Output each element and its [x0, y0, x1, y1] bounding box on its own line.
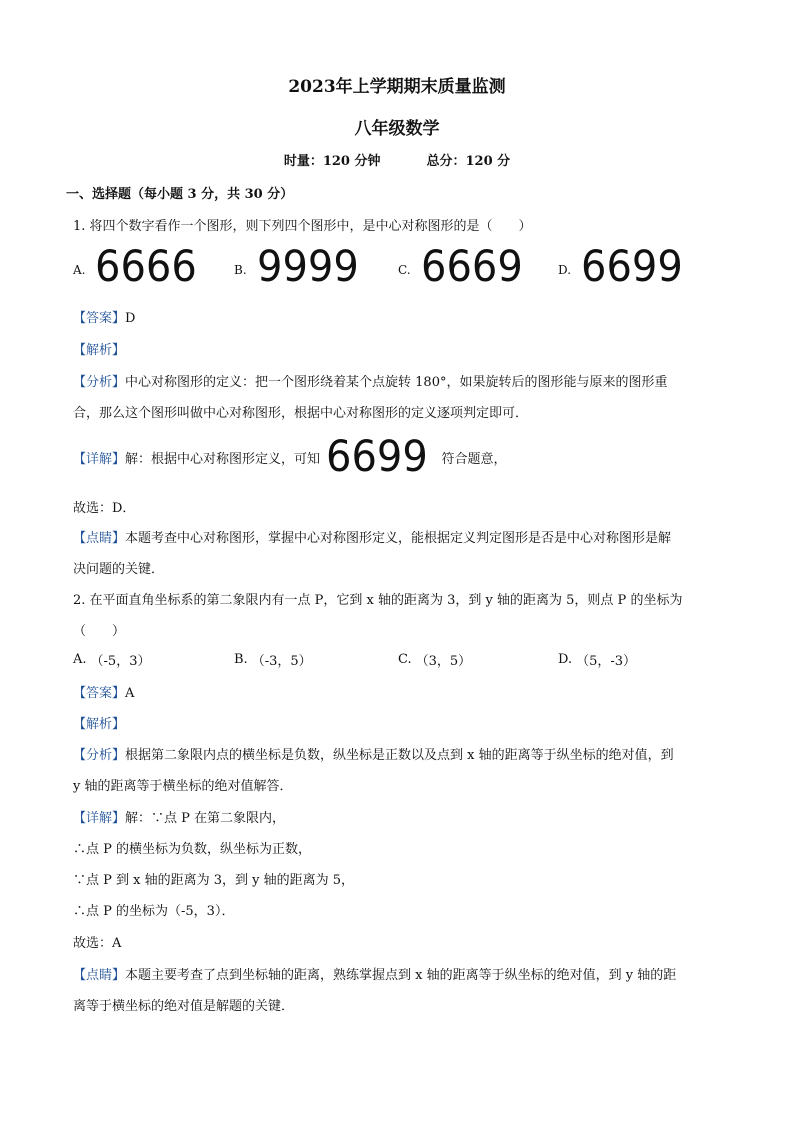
option-label: D.	[558, 652, 573, 667]
option-label: A.	[73, 652, 87, 667]
q1-option-b	[234, 242, 366, 292]
q1-dianjing-line2: 决问题的关键．	[73, 562, 165, 577]
answer-value: A	[125, 686, 135, 701]
fenxi-tag: 【分析】	[73, 748, 126, 763]
exam-meta	[0, 150, 794, 169]
answer-tag: 【答案】	[73, 686, 126, 701]
q1-option-c	[398, 242, 530, 292]
option-value: （-3，5）	[251, 654, 312, 669]
dianjing-text: 本题主要考查了点到坐标轴的距离，熟练掌握点到 x 轴的距离等于纵坐标的绝对值，到 y 轴的距	[125, 968, 677, 983]
answer-tag: 【答案】	[73, 311, 126, 326]
option-label: C.	[398, 652, 412, 667]
q2-xiangjie-line1	[73, 807, 285, 826]
exam-subtitle: 八年级数学	[354, 119, 440, 139]
q2-fenxi-line1	[73, 744, 674, 763]
q1-dianjing-line1	[73, 527, 671, 546]
q2-dianjing-line2: 离等于横坐标的绝对值是解题的关键．	[73, 999, 295, 1014]
xiangjie-tag: 【详解】	[73, 811, 126, 826]
option-value: （5，-3）	[576, 654, 637, 669]
fenxi-text: 根据第二象限内点的横坐标是负数，纵坐标是正数以及点到 x 轴的距离等于纵坐标的绝对值，到	[125, 748, 674, 763]
option-label: C.	[398, 262, 411, 277]
exam-score: 总分：120 分	[426, 154, 511, 169]
xiangjie-text: 解：∵点 P 在第二象限内，	[125, 811, 286, 826]
q1-option-a	[73, 242, 205, 292]
q1-guxuan: 故选：D．	[73, 501, 136, 516]
exam-title: 2023年上学期期末质量监测	[288, 77, 506, 97]
dianjing-tag: 【点睛】	[73, 968, 126, 983]
q1-analysis-tag: 【解析】	[73, 343, 126, 358]
q2-xiangjie-line3: ∵点 P 到 x 轴的距离为 3，到 y 轴的距离为 5，	[73, 873, 355, 888]
q2-stem-line2: （ ）	[73, 624, 126, 639]
option-label: D.	[558, 262, 572, 277]
q1-fenxi-line1	[73, 371, 667, 390]
xiangjie-pre: 解：根据中心对称图形定义，可知	[125, 452, 321, 467]
option-label: B.	[234, 652, 248, 667]
dianjing-tag: 【点睛】	[73, 531, 126, 546]
dianjing-text: 本题考查中心对称图形，掌握中心对称图形定义，能根据定义判定图形是否是中心对称图形是解	[125, 531, 672, 546]
q2-xiangjie-line2: ∴点 P 的横坐标为负数，纵坐标为正数，	[73, 842, 312, 857]
q1-xiangjie	[73, 432, 507, 482]
option-label: A.	[73, 262, 86, 277]
fenxi-tag: 【分析】	[73, 375, 126, 390]
exam-time: 时量：120 分钟	[283, 154, 381, 169]
q2-option-c	[398, 650, 471, 669]
q1-fenxi-line2: 合，那么这个图形叫做中心对称图形，根据中心对称图形的定义逐项判定即可．	[73, 406, 529, 421]
option-label: B.	[234, 262, 247, 277]
q1-options	[0, 242, 794, 296]
option-figure: 6669	[420, 242, 523, 292]
q2-fenxi-line2: y 轴的距离等于横坐标的绝对值解答．	[73, 779, 293, 794]
xiangjie-figure: 6699	[326, 432, 428, 482]
q2-guxuan: 故选：A	[73, 936, 122, 951]
option-figure: 6666	[95, 242, 198, 292]
xiangjie-tag: 【详解】	[73, 452, 126, 467]
section-heading: 一、选择题（每小题 3 分，共 30 分）	[66, 187, 294, 202]
option-figure: 6699	[581, 242, 683, 292]
xiangjie-post: 符合题意，	[441, 452, 507, 467]
q2-analysis-tag: 【解析】	[73, 717, 126, 732]
q2-dianjing-line1	[73, 964, 676, 983]
q1-answer	[73, 307, 135, 326]
option-value: （-5，3）	[90, 654, 151, 669]
answer-value: D	[125, 311, 136, 326]
q2-option-a	[73, 650, 150, 669]
q2-answer	[73, 682, 134, 701]
q2-stem-line1: 2. 在平面直角坐标系的第二象限内有一点 P，它到 x 轴的距离为 3，到 y 轴的距离为 5，则点 P 的坐标为	[73, 593, 683, 608]
q1-stem: 1. 将四个数字看作一个图形，则下列四个图形中，是中心对称图形的是（ ）	[73, 219, 532, 234]
q2-option-d	[558, 650, 636, 669]
q2-option-b	[234, 650, 312, 669]
option-figure: 9999	[256, 242, 359, 292]
q1-option-d	[558, 242, 690, 292]
fenxi-text: 中心对称图形的定义：把一个图形绕着某个点旋转 180°，如果旋转后的图形能与原来的图形重	[125, 375, 668, 390]
q2-xiangjie-line4: ∴点 P 的坐标为（-5，3）．	[73, 904, 235, 919]
option-value: （3，5）	[415, 654, 472, 669]
